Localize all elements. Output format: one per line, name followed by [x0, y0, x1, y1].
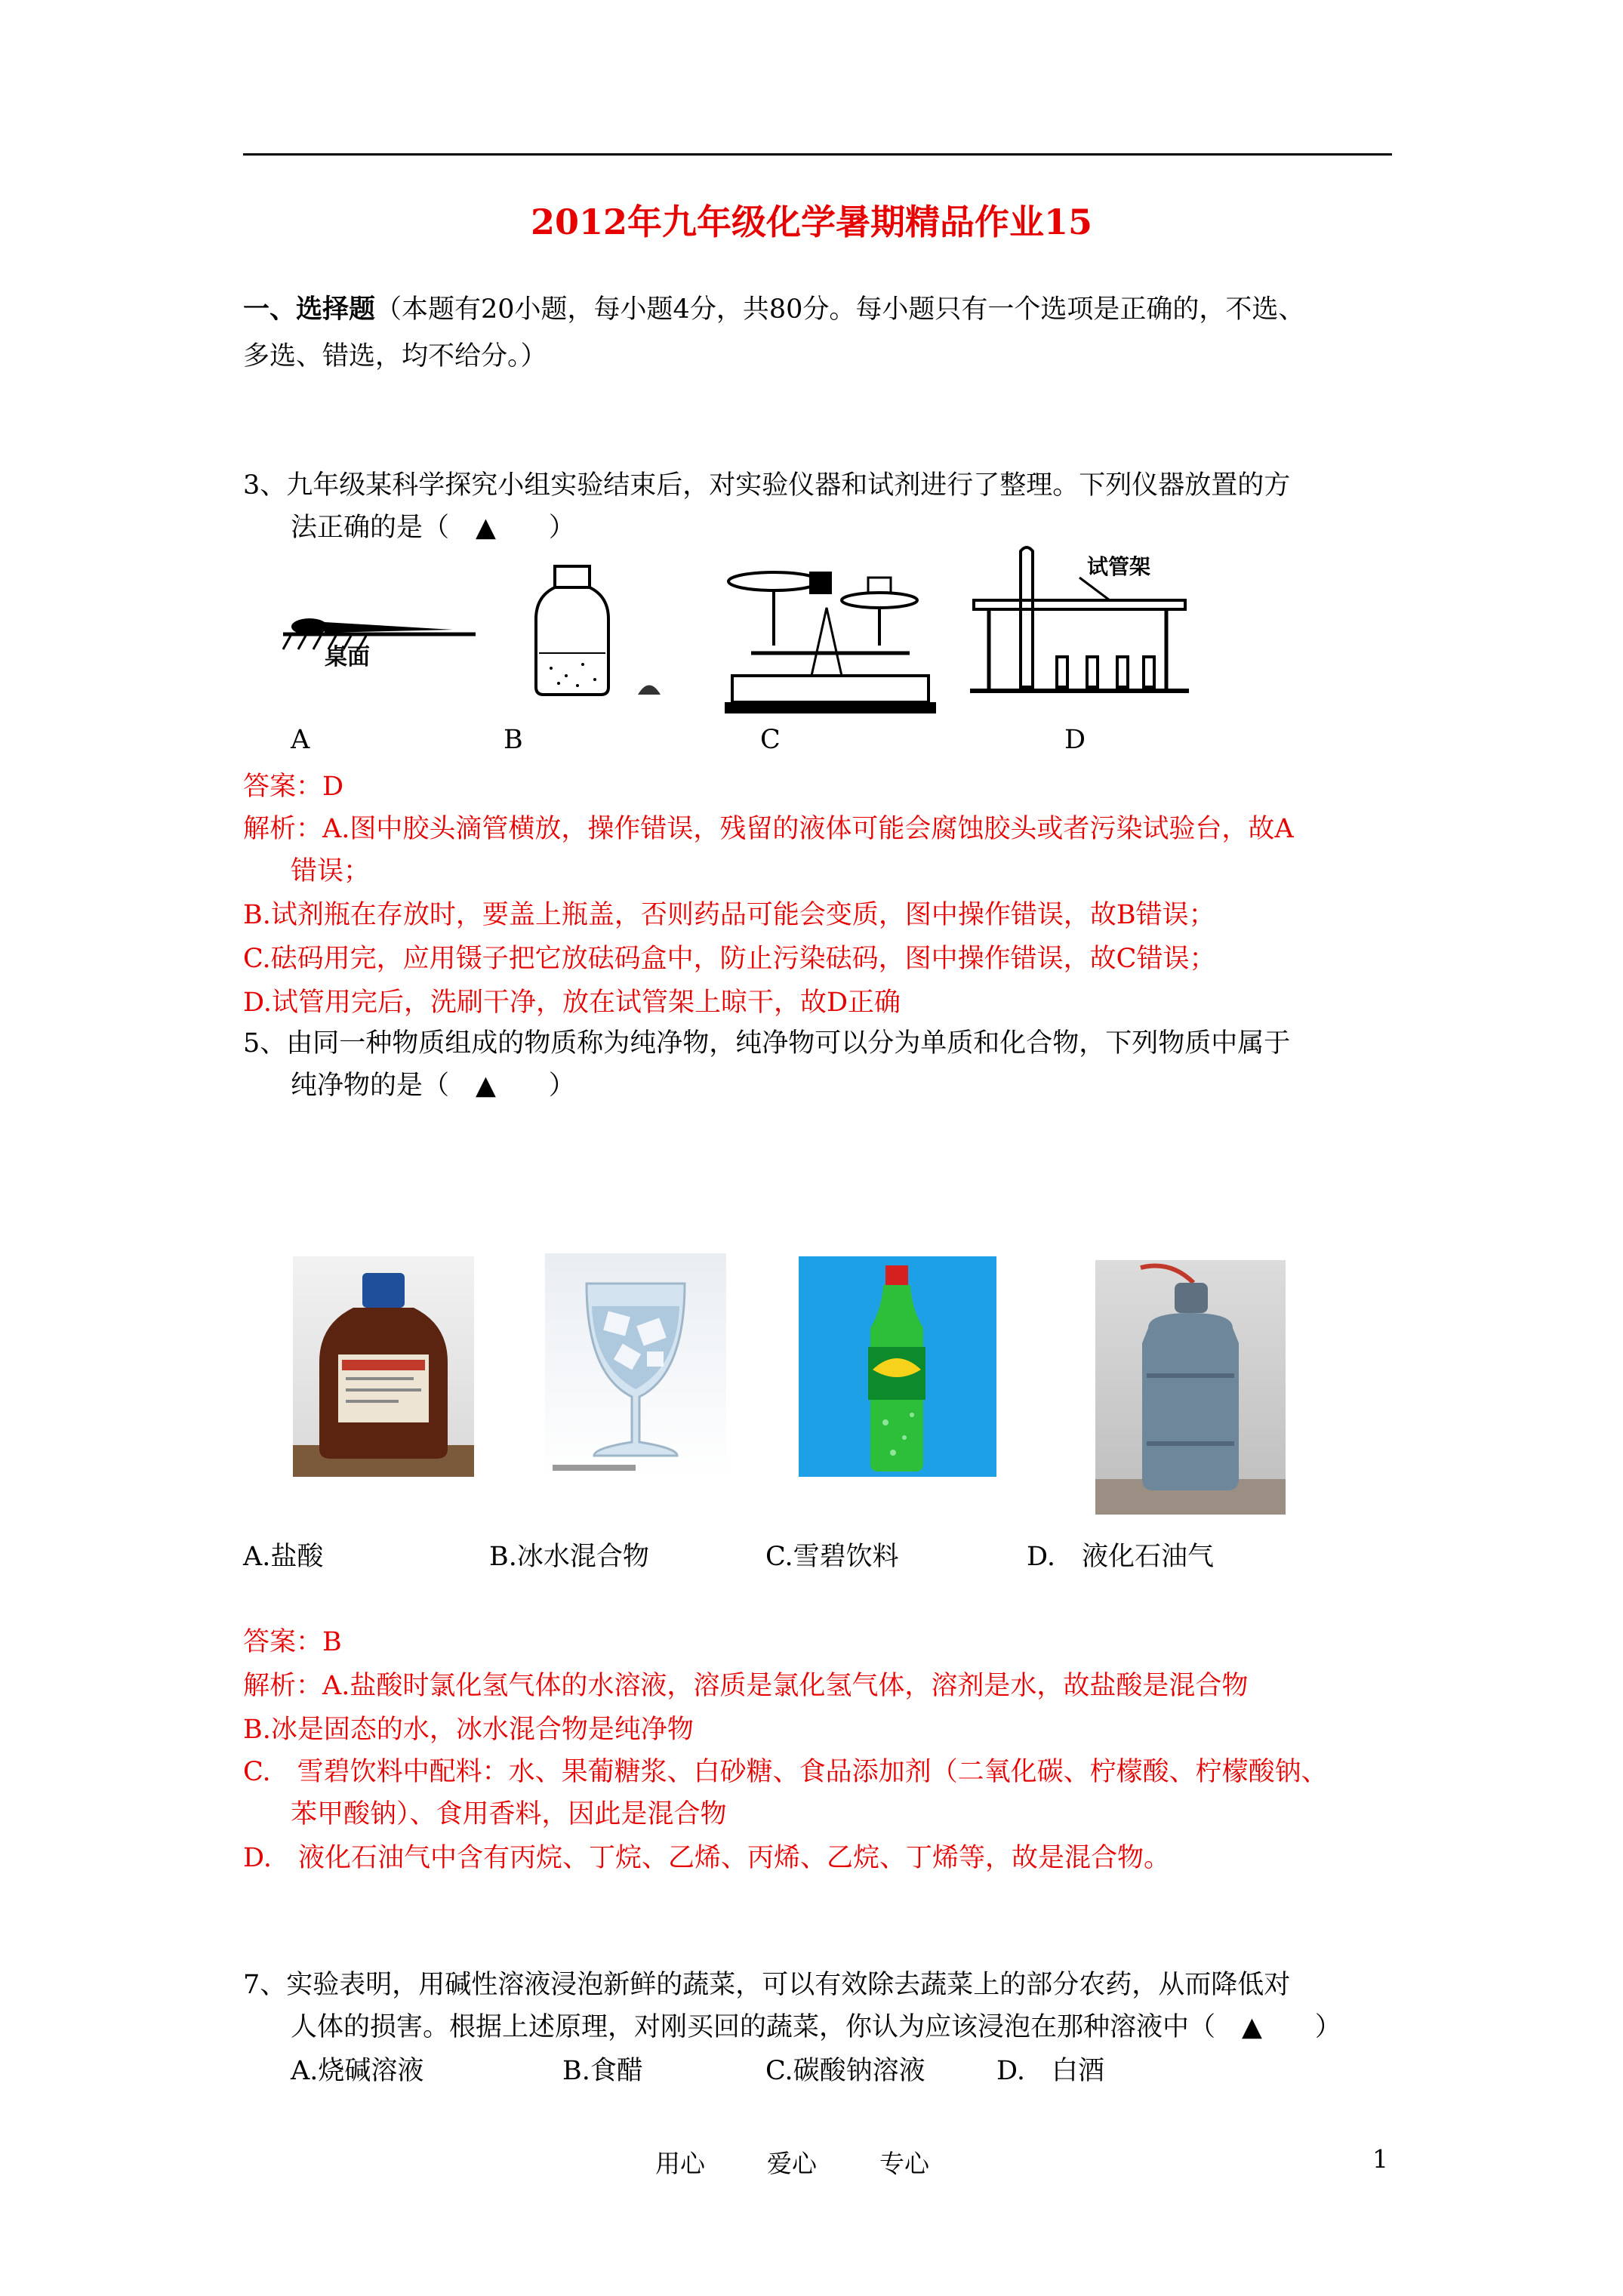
figure-b-open-bottle — [528, 562, 679, 702]
q7-option-b: B.食醋 — [562, 2056, 643, 2086]
q7-option-d: D. 白酒 — [996, 2056, 1104, 2086]
q3-option-d: D — [1064, 725, 1086, 755]
q3-analysis-3: B.试剂瓶在存放时，要盖上瓶盖，否则药品可能会变质，图中操作错误，故B错误； — [243, 900, 1215, 930]
q3-option-b: B — [504, 725, 523, 755]
photo-c-sprite-drink — [799, 1256, 996, 1477]
q3-option-a: A — [291, 725, 310, 755]
photo-a-hydrochloric-acid — [293, 1256, 474, 1477]
footer-word-1: 用心 — [655, 2149, 705, 2178]
section-note-1: （本题有20小题，每小题4分，共80分。每小题只有一个选项是正确的，不选、 — [375, 294, 1305, 325]
q3-option-c: C — [760, 725, 781, 755]
section-note-2: 多选、错选，均不给分。） — [243, 341, 547, 371]
q3-analysis-2: 错误； — [291, 856, 371, 886]
q3-analysis-5: D.试管用完后，洗刷干净，放在试管架上晾干，故D正确 — [243, 988, 901, 1018]
q5-option-c: C.雪碧饮料 — [765, 1542, 899, 1572]
q7-option-a: A.烧碱溶液 — [291, 2056, 424, 2086]
photo-b-ice-water — [545, 1253, 726, 1477]
photo-d-lpg-cylinder — [1095, 1260, 1286, 1515]
q3-answer: 答案：D — [243, 772, 344, 802]
footer-word-2: 爱心 — [767, 2149, 817, 2178]
header-rule — [243, 153, 1392, 156]
footer-word-3: 专心 — [879, 2149, 929, 2178]
q5-stem-line1: 5、由同一种物质组成的物质称为纯净物，纯净物可以分为单质和化合物，下列物质中属于 — [243, 1028, 1291, 1059]
desk-label: 桌面 — [325, 644, 370, 670]
q5-analysis-5: D. 液化石油气中含有丙烷、丁烷、乙烯、丙烯、乙烷、丁烯等，故是混合物。 — [243, 1843, 1170, 1873]
figure-c-balance-scale — [721, 562, 940, 721]
rack-label: 试管架 — [1087, 554, 1151, 579]
q5-analysis-3: C. 雪碧饮料中配料：水、果葡糖浆、白砂糖、食品添加剂（二氧化碳、柠檬酸、柠檬酸钠、 — [243, 1757, 1328, 1787]
figure-a-dropper-on-desk — [279, 604, 483, 680]
q3-analysis-1: 解析：A.图中胶头滴管横放，操作错误，残留的液体可能会腐蚀胶头或者污染试验台，故A — [243, 814, 1294, 844]
q5-analysis-1: 解析：A.盐酸时氯化氢气体的水溶液，溶质是氯化氢气体，溶剂是水，故盐酸是混合物 — [243, 1671, 1249, 1701]
q5-analysis-4: 苯甲酸钠）、食用香料，因此是混合物 — [291, 1799, 727, 1829]
q5-option-d: D. 液化石油气 — [1027, 1542, 1214, 1572]
q3-stem-line1: 3、九年级某科学探究小组实验结束后，对实验仪器和试剂进行了整理。下列仪器放置的方 — [243, 470, 1291, 501]
figure-d-test-tube-rack — [966, 544, 1193, 702]
q5-answer: 答案：B — [243, 1627, 342, 1657]
q3-stem-line2: 法正确的是（ ▲ ） — [291, 513, 575, 543]
q5-option-a: A.盐酸 — [243, 1542, 324, 1572]
q7-option-c: C.碳酸钠溶液 — [765, 2056, 925, 2086]
q7-stem-line2: 人体的损害。根据上述原理，对刚买回的蔬菜，你认为应该浸泡在那种溶液中（ ▲ ） — [291, 2012, 1341, 2042]
q5-analysis-2: B.冰是固态的水，冰水混合物是纯净物 — [243, 1715, 694, 1745]
section-heading-line1 — [243, 293, 1304, 326]
page-title: 2012年九年级化学暑期精品作业15 — [530, 202, 1093, 242]
page-number: 1 — [1372, 2144, 1388, 2174]
q7-stem-line1: 7、实验表明，用碱性溶液浸泡新鲜的蔬菜，可以有效除去蔬菜上的部分农药，从而降低对 — [243, 1970, 1291, 2000]
section-heading: 一、选择题 — [243, 294, 376, 325]
q5-option-b: B.冰水混合物 — [489, 1542, 649, 1572]
q3-analysis-4: C.砝码用完，应用镊子把它放砝码盒中，防止污染砝码，图中操作错误，故C错误； — [243, 944, 1216, 974]
q5-stem-line2: 纯净物的是（ ▲ ） — [291, 1071, 575, 1101]
